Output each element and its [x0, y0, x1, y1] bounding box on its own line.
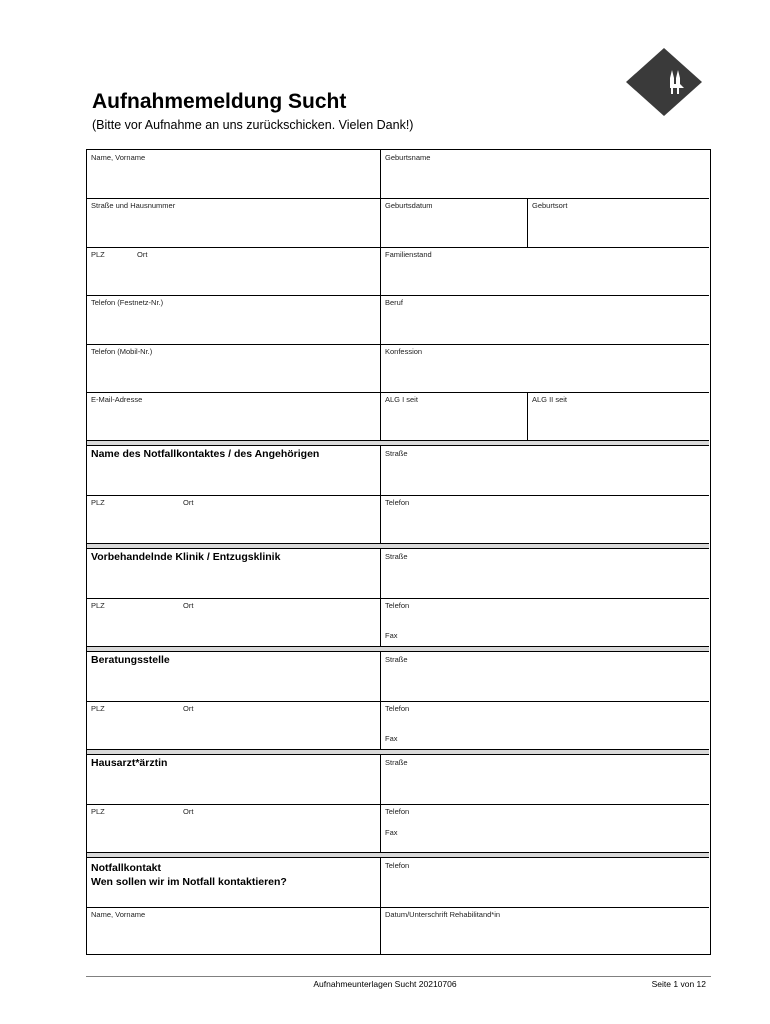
marital-label: Familienstand	[385, 250, 432, 259]
emergency-contact-heading: Name des Notfallkontaktes / des Angehörigen	[91, 448, 320, 460]
street-label: Straße	[385, 758, 408, 767]
phone-mobile-label: Telefon (Mobil-Nr.)	[91, 347, 153, 356]
doctor-street-field[interactable]	[380, 755, 709, 804]
emergency-heading-cell[interactable]	[87, 858, 380, 907]
counseling-heading: Beratungsstelle	[91, 654, 170, 666]
page-subtitle: (Bitte vor Aufnahme an uns zurückschicken. Vielen Dank!)	[92, 118, 414, 132]
job-label: Beruf	[385, 298, 403, 307]
page-number: Seite 1 von 12	[651, 979, 706, 989]
ort-label: Ort	[183, 807, 194, 816]
ort-label: Ort	[183, 704, 194, 713]
marital-field[interactable]	[380, 247, 709, 295]
birth-name-field[interactable]	[380, 150, 709, 198]
emergency-question: Wen sollen wir im Notfall kontaktieren?	[91, 876, 287, 888]
clinic-heading: Vorbehandelnde Klinik / Entzugsklinik	[91, 551, 281, 563]
phone-mobile-field[interactable]	[87, 344, 380, 392]
plz-label: PLZ	[91, 250, 105, 259]
emergency-contact-plz-field[interactable]	[87, 495, 380, 544]
phone-label: Telefon	[385, 704, 410, 713]
phone-label: Telefon	[385, 861, 410, 870]
doctor-heading: Hausarzt*ärztin	[91, 757, 168, 769]
alg2-label: ALG II seit	[532, 395, 568, 404]
clinic-plz-field[interactable]	[87, 598, 380, 647]
page-title: Aufnahmemeldung Sucht	[92, 90, 347, 113]
email-field[interactable]	[87, 392, 380, 441]
street-label: Straße	[385, 449, 408, 458]
counseling-street-field[interactable]	[380, 652, 709, 701]
street-label: Straße und Hausnummer	[91, 201, 176, 210]
plz-label: PLZ	[91, 601, 105, 610]
alg2-field[interactable]	[527, 392, 709, 441]
name-label: Name, Vorname	[91, 910, 146, 919]
phone-landline-label: Telefon (Festnetz-Nr.)	[91, 298, 164, 307]
job-field[interactable]	[380, 295, 709, 344]
clinic-name-field[interactable]	[87, 549, 380, 598]
birth-date-field[interactable]	[380, 198, 527, 247]
street-label: Straße	[385, 655, 408, 664]
admission-form	[86, 149, 711, 955]
alg1-label: ALG I seit	[385, 395, 418, 404]
fax-label: Fax	[385, 828, 398, 837]
birth-name-label: Geburtsname	[385, 153, 431, 162]
street-field[interactable]	[87, 198, 380, 247]
birth-date-label: Geburtsdatum	[385, 201, 433, 210]
birth-place-field[interactable]	[527, 198, 709, 247]
confession-field[interactable]	[380, 344, 709, 392]
email-label: E-Mail-Adresse	[91, 395, 143, 404]
alg1-field[interactable]	[380, 392, 527, 441]
signature-field[interactable]	[380, 907, 709, 955]
doctor-phone-fax-field[interactable]	[380, 804, 709, 853]
ort-label: Ort	[137, 250, 148, 259]
plz-ort-field[interactable]	[87, 247, 380, 295]
plz-label: PLZ	[91, 704, 105, 713]
cathedral-logo-icon	[626, 48, 702, 116]
plz-label: PLZ	[91, 498, 105, 507]
phone-label: Telefon	[385, 601, 410, 610]
plz-label: PLZ	[91, 807, 105, 816]
name-field[interactable]	[87, 150, 380, 198]
emergency-contact-street-field[interactable]	[380, 446, 709, 495]
footer-divider	[86, 976, 711, 977]
phone-landline-field[interactable]	[87, 295, 380, 344]
birth-place-label: Geburtsort	[532, 201, 568, 210]
phone-label: Telefon	[385, 498, 410, 507]
phone-label: Telefon	[385, 807, 410, 816]
signature-label: Datum/Unterschrift Rehabilitand*in	[385, 910, 501, 919]
doctor-name-field[interactable]	[87, 755, 380, 804]
name-label: Name, Vorname	[91, 153, 146, 162]
emergency-phone-field[interactable]	[380, 858, 709, 907]
emergency-heading: Notfallkontakt	[91, 862, 162, 874]
counseling-phone-fax-field[interactable]	[380, 701, 709, 750]
counseling-name-field[interactable]	[87, 652, 380, 701]
ort-label: Ort	[183, 601, 194, 610]
footer-document-id: Aufnahmeunterlagen Sucht 20210706	[313, 979, 457, 989]
counseling-plz-field[interactable]	[87, 701, 380, 750]
fax-label: Fax	[385, 631, 398, 640]
clinic-phone-fax-field[interactable]	[380, 598, 709, 647]
emergency-contact-phone-field[interactable]	[380, 495, 709, 544]
street-label: Straße	[385, 552, 408, 561]
doctor-plz-field[interactable]	[87, 804, 380, 853]
confession-label: Konfession	[385, 347, 423, 356]
emergency-name-field[interactable]	[87, 907, 380, 955]
emergency-contact-name-field[interactable]	[87, 446, 380, 495]
clinic-street-field[interactable]	[380, 549, 709, 598]
fax-label: Fax	[385, 734, 398, 743]
ort-label: Ort	[183, 498, 194, 507]
